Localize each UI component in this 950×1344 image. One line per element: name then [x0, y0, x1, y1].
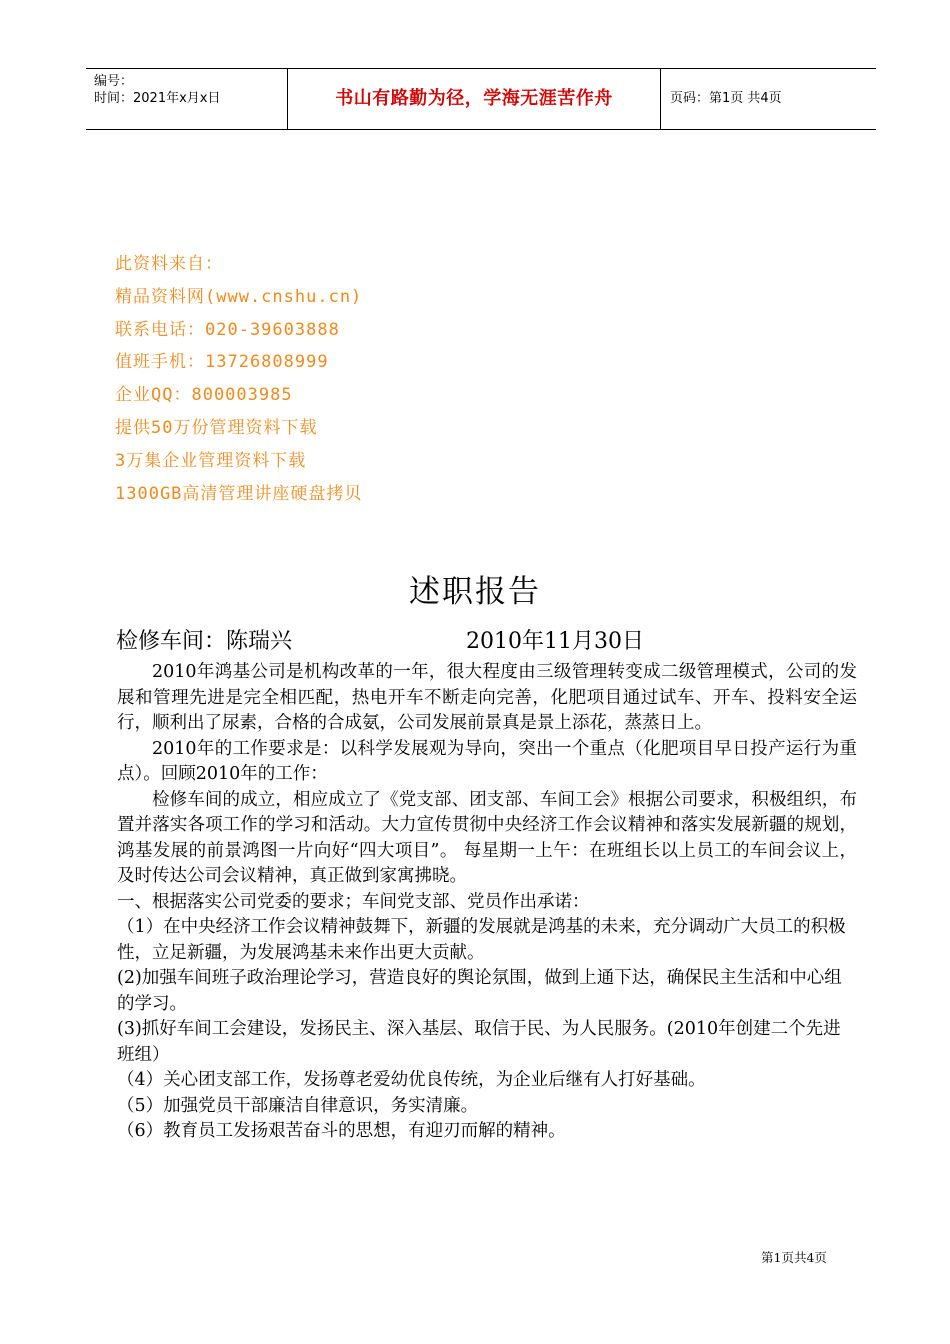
header-page-number: 页码：第1页 共4页 — [670, 91, 782, 106]
body-paragraph: 检修车间的成立，相应成立了《党支部、团支部、车间工会》根据公司要求，积极组织，布置并落实各项工作的学习和活动。大力宣传贯彻中央经济工作会议精神和落实发展新疆的规划，鸿基发展的前景鸿图一片向好“四大项目”。 每星期一上午：在班组长以上员工的车间会议上，及时传达公司会议精神，真正做到家寓拂晓。 — [117, 789, 857, 886]
document-body — [117, 660, 857, 1145]
list-item: （4）关心团支部工作，发扬尊老爱幼优良传统，为企业后继有人打好基础。 — [117, 1070, 706, 1090]
page-footer: 第1页共4页 — [761, 1250, 827, 1265]
document-title: 述职报告 — [409, 574, 541, 610]
source-info-line: 提供50万份管理资料下载 — [115, 417, 318, 438]
source-info-line: 3万集企业管理资料下载 — [115, 450, 307, 471]
body-paragraph: 2010年鸿基公司是机构改革的一年，很大程度由三级管理转变成二级管理模式，公司的发展和管理先进是完全相匹配，热电开车不断走向完善，化肥项目通过试车、开车、投料安全运行，顺利出了尿素，合格的合成氨，公司发展前景真是景上添花，蒸蒸日上。 — [117, 662, 857, 733]
page-header — [86, 68, 876, 130]
header-meta — [94, 73, 284, 107]
source-info-line: 企业QQ：800003985 — [115, 385, 293, 406]
department-author: 检修车间：陈瑞兴 — [116, 629, 293, 654]
list-item: （5）加强党员干部廉洁自律意识，务实清廉。 — [117, 1095, 479, 1116]
section-heading: 一、根据落实公司党委的要求；车间党支部、党员作出承诺： — [117, 891, 590, 912]
header-number: 编号： — [94, 74, 134, 89]
header-divider — [660, 69, 661, 129]
list-item: （1）在中央经济工作会议精神鼓舞下，新疆的发展就是鸿基的未来，充分调动广大员工的积极性，立足新疆，为发展鸿基未来作出更大贡献。 — [117, 917, 846, 963]
source-info-line: 值班手机：13726808999 — [115, 352, 329, 373]
source-info-line: 精品资料网(www.cnshu.cn) — [115, 286, 363, 307]
report-date: 2010年11月30日 — [466, 629, 644, 654]
list-item: （6）教育员工发扬艰苦奋斗的思想，有迎刃而解的精神。 — [117, 1121, 566, 1141]
header-time: 时间：2021年x月x日 — [94, 91, 221, 106]
source-info-line: 联系电话：020-39603888 — [115, 319, 340, 340]
body-paragraph: 2010年的工作要求是：以科学发展观为导向，突出一个重点（化肥项目早日投产运行为重点）。回顾2010年的工作： — [117, 738, 857, 784]
list-item: (2)加强车间班子政治理论学习，营造良好的舆论氛围，做到上通下达，确保民主生活和中心组的学习。 — [117, 968, 842, 1014]
source-info-line: 此资料来自： — [115, 254, 223, 274]
source-info-line: 1300GB高清管理讲座硬盘拷贝 — [115, 483, 363, 504]
list-item: (3)抓好车间工会建设，发扬民主、深入基层、取信于民、为人民服务。(2010年创建二个先进班组） — [117, 1019, 841, 1065]
source-info-block — [115, 248, 362, 510]
header-motto: 书山有路勤为径，学海无涯苦作舟 — [335, 88, 613, 109]
